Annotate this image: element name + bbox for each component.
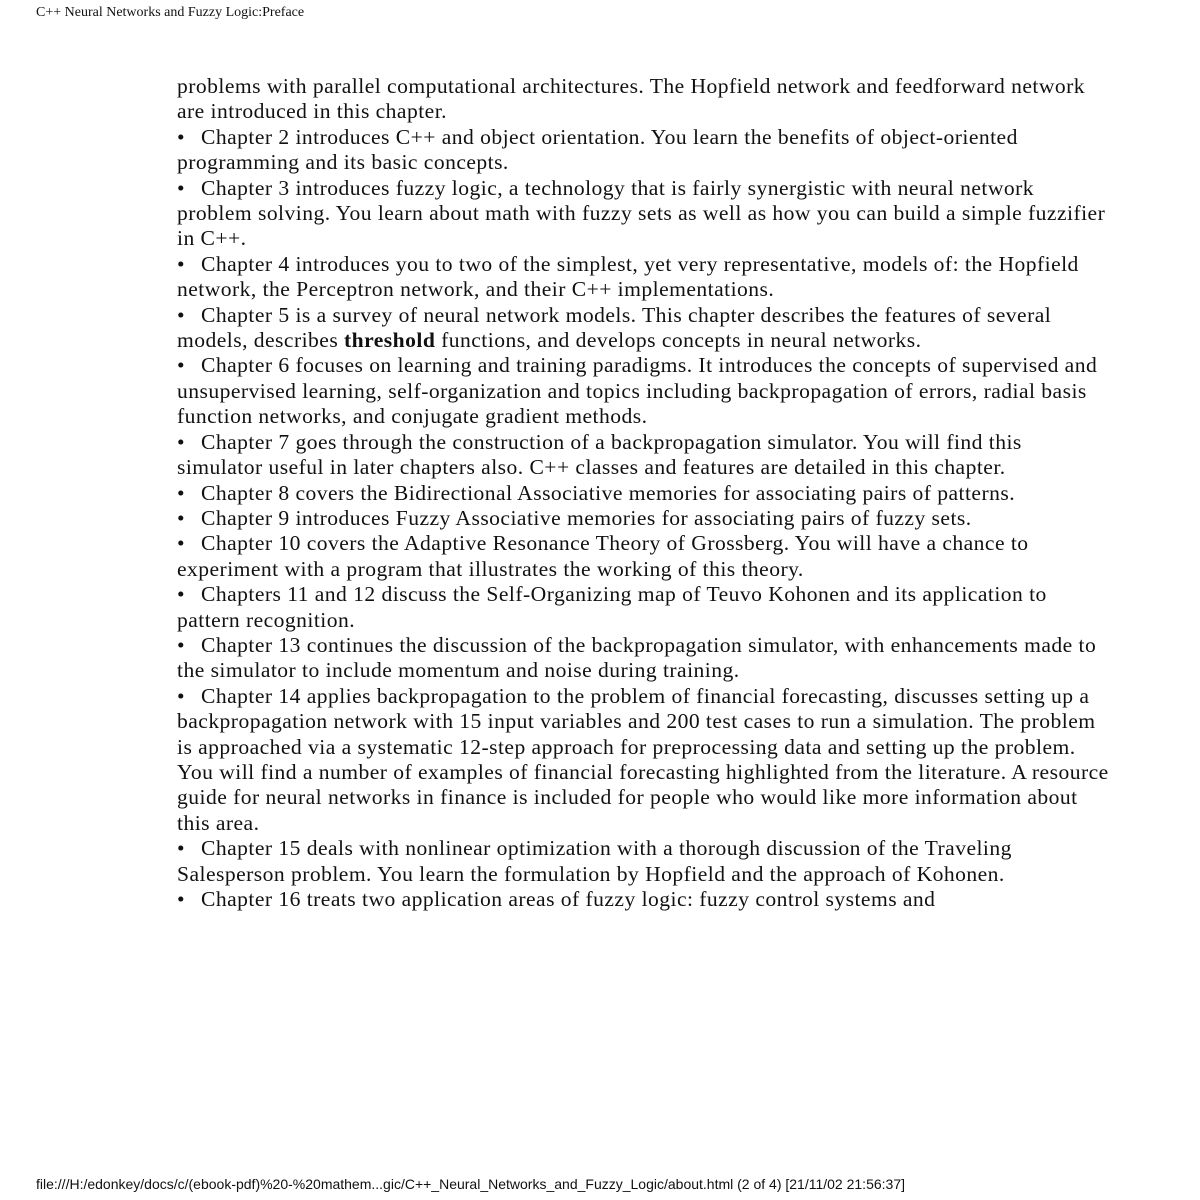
bullet-icon: • [177,505,186,530]
bullet-icon: • [177,429,186,454]
chapter-4-text: Chapter 4 introduces you to two of the simplest, yet very representative, models of: the Hopfield network, the Perceptron network, and their C++ implementations. [177,251,1079,302]
chapter-13-item [177,633,1112,684]
bullet-icon: • [177,124,186,149]
chapter-10-item [177,531,1112,582]
chapter-5-text-after: functions, and develops concepts in neural networks. [435,328,922,353]
chapter-15-text: Chapter 15 deals with nonlinear optimization with a thorough discussion of the Traveling Salesperson problem. You learn the formulation by Hopfield and the approach of Kohonen. [177,836,1012,886]
chapter-3-item [177,176,1112,252]
chapter-13-text: Chapter 13 continues the discussion of the backpropagation simulator, with enhancements made to the simulator to include momentum and noise during training. [177,632,1097,683]
chapter-6-text: Chapter 6 focuses on learning and training paradigms. It introduces the concepts of supervised and unsupervised learning, self-organization and topics including backpropagation of errors, radial basis function networks, and conjugate gradient methods. [177,353,1098,429]
chapter-2-item [177,125,1112,176]
bullet-icon: • [177,836,186,861]
chapter-7-item [177,430,1112,481]
chapter-4-item [177,252,1112,303]
page-header-title: C++ Neural Networks and Fuzzy Logic:Preface [36,5,305,20]
bullet-icon: • [177,887,186,911]
chapter-8-item [177,481,1112,506]
chapter-9-text: Chapter 9 introduces Fuzzy Associative memories for associating pairs of fuzzy sets. [201,505,972,530]
chapter-16-text: Chapter 16 treats two application areas of fuzzy logic: fuzzy control systems and [201,887,936,911]
chapter-2-text: Chapter 2 introduces C++ and object orientation. You learn the benefits of object-oriented programming and its basic concepts. [177,124,1018,175]
chapter-14-text: Chapter 14 applies backpropagation to the problem of financial forecasting, discusses setting up a backpropagation network with 15 input variables and 200 test cases to run a simulation. The problem is approached via a systematic 12-step approach for preprocessing data and setting up the problem. You will find a number of examples of financial forecasting highlighted from the literature. A resource guide for neural networks in finance is included for people who would like more information about this area. [177,683,1109,835]
chapter-11-12-text: Chapters 11 and 12 discuss the Self-Organizing map of Teuvo Kohonen and its application to pattern recognition. [177,582,1047,632]
chapter-7-text: Chapter 7 goes through the construction of a backpropagation simulator. You will find this simulator useful in later chapters also. C++ classes and features are detailed in this chapter. [177,429,1022,480]
bullet-icon: • [177,531,186,556]
chapter-10-text: Chapter 10 covers the Adaptive Resonance Theory of Grossberg. You will have a chance to experiment with a program that illustrates the working of this theory. [177,531,1029,581]
chapter-5-item [177,303,1112,354]
chapter-9-item [177,506,1112,531]
bullet-icon: • [177,175,186,200]
bullet-icon: • [177,353,186,378]
intro-paragraph: problems with parallel computational architectures. The Hopfield network and feedforward network are introduced in this chapter. [177,74,1086,124]
chapter-16-item [177,887,1112,912]
chapter-14-item [177,684,1112,836]
chapter-8-text: Chapter 8 covers the Bidirectional Associative memories for associating pairs of patterns. [201,480,1016,505]
bullet-icon: • [177,480,186,505]
bullet-icon: • [177,302,186,327]
bullet-icon: • [177,683,186,708]
chapter-15-item [177,836,1112,887]
chapter-11-12-item [177,582,1112,633]
bullet-icon: • [177,582,186,607]
chapter-5-text-before: Chapter 5 is a survey of neural network models. This chapter describes the features of several models, describes [177,302,1052,353]
bullet-icon: • [177,251,186,276]
preface-body [177,74,1112,912]
chapter-3-text: Chapter 3 introduces fuzzy logic, a technology that is fairly synergistic with neural network problem solving. You learn about math with fuzzy sets as well as how you can build a simple fuzzifier in C++. [177,175,1106,251]
chapter-6-item [177,353,1112,429]
chapter-5-bold-term: threshold [344,328,436,353]
bullet-icon: • [177,632,186,657]
page-footer-url: file:///H:/edonkey/docs/c/(ebook-pdf)%20-%20mathem...gic/C++_Neural_Networks_and_Fuzzy_Logic/about.html (2 of 4) [21/11/02 21:56:37] [36,1176,905,1192]
